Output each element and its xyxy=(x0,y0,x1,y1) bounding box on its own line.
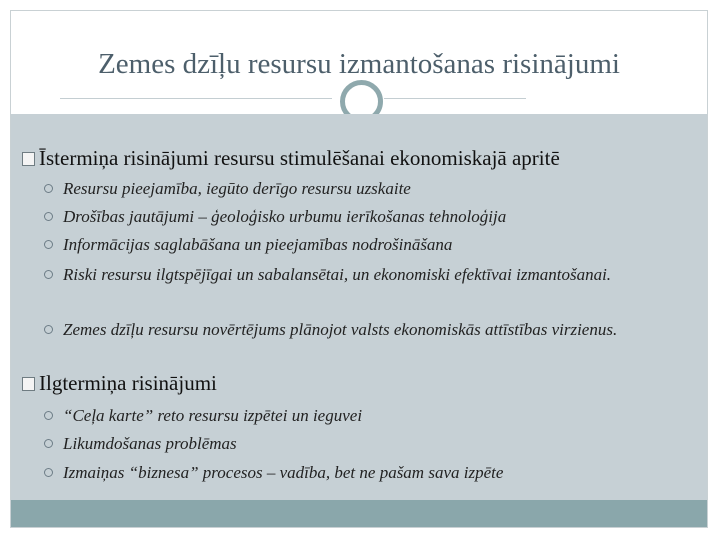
section-heading-short-term xyxy=(22,146,560,171)
circle-bullet-icon xyxy=(44,240,53,249)
section-heading-long-term xyxy=(22,371,217,396)
list-item-text: “Ceļa karte” reto resursu izpētei un ieguvei xyxy=(63,406,363,425)
slide-title: Zemes dzīļu resursu izmantošanas risinājumi xyxy=(98,48,620,80)
circle-bullet-icon xyxy=(44,270,53,279)
list-item xyxy=(44,432,686,456)
list-item-text: Izmaiņas “biznesa” procesos – vadība, bet ne pašam sava izpēte xyxy=(63,463,504,482)
list-item-text: Drošības jautājumi – ģeoloģisko urbumu ierīkošanas tehnoloģija xyxy=(63,207,507,226)
footer-bar xyxy=(11,500,707,527)
list-item-text: Riski resursu ilgtspējīgai un sabalansētai, un ekonomiski efektīvai izmantošanai. xyxy=(63,265,612,284)
circle-bullet-icon xyxy=(44,468,53,477)
list-item-text: Zemes dzīļu resursu novērtējums plānojot valsts ekonomiskās attīstības virzienus. xyxy=(63,320,618,339)
list-item-text: Informācijas saglabāšana un pieejamības nodrošināšana xyxy=(63,235,453,254)
checkbox-bullet-icon xyxy=(22,377,35,391)
list-item xyxy=(44,461,686,485)
list-item xyxy=(44,404,686,428)
list-item-text: Resursu pieejamība, iegūto derīgo resursu uzskaite xyxy=(63,179,411,198)
list-item xyxy=(44,318,686,342)
list-item xyxy=(44,205,686,229)
section-heading-text: Īstermiņa risinājumi resursu stimulēšanai ekonomiskajā apritē xyxy=(39,146,560,170)
title-divider-left xyxy=(60,98,332,99)
list-item xyxy=(44,263,686,287)
title-divider-right xyxy=(384,98,526,99)
circle-bullet-icon xyxy=(44,411,53,420)
list-item xyxy=(44,233,686,257)
list-item-text: Likumdošanas problēmas xyxy=(63,434,237,453)
checkbox-bullet-icon xyxy=(22,152,35,166)
circle-bullet-icon xyxy=(44,325,53,334)
list-item xyxy=(44,177,686,201)
circle-bullet-icon xyxy=(44,212,53,221)
circle-bullet-icon xyxy=(44,439,53,448)
section-heading-text: Ilgtermiņa risinājumi xyxy=(39,371,217,395)
circle-bullet-icon xyxy=(44,184,53,193)
